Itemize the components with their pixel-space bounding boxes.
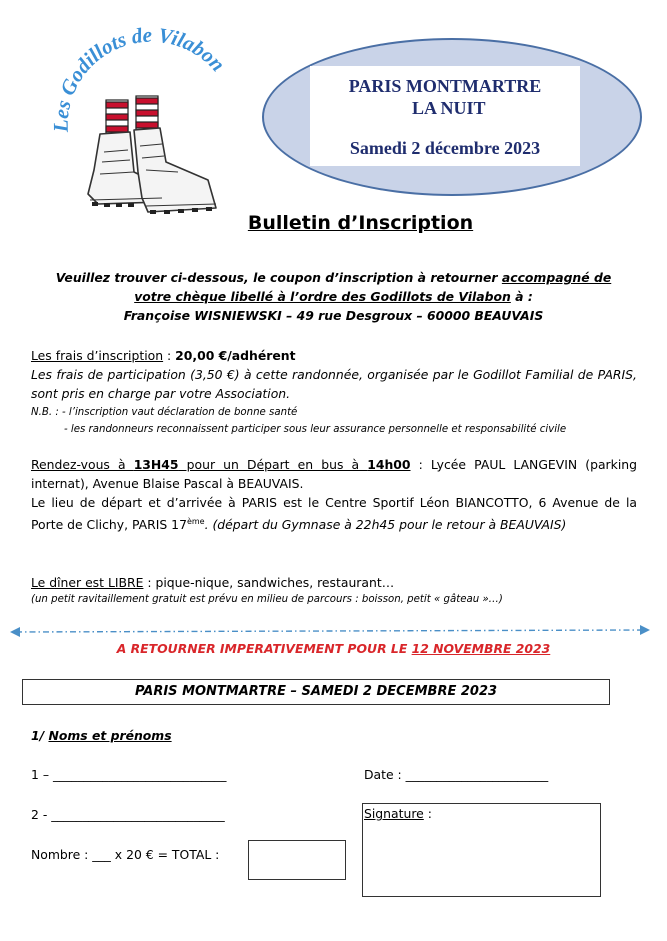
nb-note-1: N.B. : - l’inscription vaut déclaration de bonne santé [31, 407, 298, 418]
fees-colon: : [163, 348, 176, 363]
section-label: Noms et prénoms [48, 728, 172, 743]
intro-address: Françoise WISNIEWSKI – 49 rue Desgroux – 60000 BEAUVAIS [123, 308, 544, 323]
section-number: 1/ [31, 728, 49, 743]
total-label: Nombre : ___ x 20 € = TOTAL : [31, 847, 220, 862]
diner-line [31, 573, 637, 592]
nb-note-2: - les randonneurs reconnaissent participer sous leur assurance personnelle et responsabilité civile [64, 424, 567, 435]
lieu-paragraph [31, 493, 637, 534]
fees-amount: 20,00 €/adhérent [175, 348, 296, 363]
names-section-heading [31, 726, 172, 745]
signature-colon: : [423, 806, 432, 821]
event-header [310, 66, 580, 166]
fees-label: Les frais d’inscription [31, 348, 164, 363]
page-title: Bulletin d’Inscription [247, 212, 474, 234]
rdv-time: 13H45 [133, 457, 179, 472]
hiking-boots-icon [38, 22, 258, 222]
lieu-sup: ème [186, 517, 205, 526]
cut-line [10, 624, 650, 640]
total-input-box[interactable] [248, 840, 346, 880]
intro-cheque-text: votre chèque libellé à l’ordre des Godillots de Vilabon [134, 289, 511, 304]
return-deadline-text: A RETOURNER IMPERATIVEMENT POUR LE [116, 641, 412, 656]
arrow-right-icon [640, 625, 650, 635]
lieu-text: Le lieu de départ et d’arrivée à PARIS est le Centre Sportif Léon BIANCOTTO, 6 Avenue de la Porte de Clichy, PARIS 17 [31, 495, 637, 533]
intro-underlined: accompagné de [501, 270, 612, 285]
intro-line2 [30, 287, 637, 306]
event-title-line2: LA NUIT [412, 98, 486, 118]
name-field-2[interactable]: 2 - ____________________________ [31, 807, 225, 822]
date-field[interactable]: Date : _______________________ [364, 767, 549, 782]
fees-line [31, 346, 637, 365]
arrow-left-icon [10, 627, 20, 637]
lieu-return-note: . (départ du Gymnase à 22h45 pour le retour à BEAUVAIS) [204, 517, 567, 533]
diner-text: : pique-nique, sandwiches, restaurant… [143, 575, 395, 590]
event-date: Samedi 2 décembre 2023 [349, 138, 541, 158]
diner-note: (un petit ravitaillement gratuit est prévu en milieu de parcours : boisson, petit « gâteau »…) [31, 594, 503, 605]
diner-label: Le dîner est LIBRE [31, 575, 144, 590]
rdv-label: Rendez-vous à [31, 457, 134, 472]
return-deadline-date: 12 NOVEMBRE 2023 [411, 641, 551, 656]
club-logo [38, 22, 258, 222]
intro-paragraph [30, 268, 637, 325]
form-title: PARIS MONTMARTRE – SAMEDI 2 DECEMBRE 2023 [22, 679, 610, 705]
rdv-location: : Lycée PAUL LANGEVIN (parking internat), Avenue Blaise Pascal à BEAUVAIS. [31, 457, 637, 491]
signature-label: Signature [364, 806, 424, 821]
logo-arc-text: Les Godillots de Vilabon [48, 22, 231, 133]
intro-line1 [30, 268, 637, 287]
rdv-depart-label: pour un Départ en bus à [178, 457, 368, 472]
event-title-line1: PARIS MONTMARTRE [348, 76, 542, 96]
intro-text: Veuillez trouver ci-dessous, le coupon d’inscription à retourner [55, 270, 502, 285]
return-deadline [0, 641, 667, 656]
rdv-paragraph [31, 455, 637, 493]
signature-label-line [364, 804, 432, 823]
intro-text-end: à : [510, 289, 533, 304]
fees-participation: Les frais de participation (3,50 €) à cette randonnée, organisée par le Godillot Familial de PARIS, sont pris en charge par votre Association. [31, 367, 637, 401]
name-field-1[interactable]: 1 – ____________________________ [31, 767, 227, 782]
rdv-departure-time: 14h00 [367, 457, 411, 472]
